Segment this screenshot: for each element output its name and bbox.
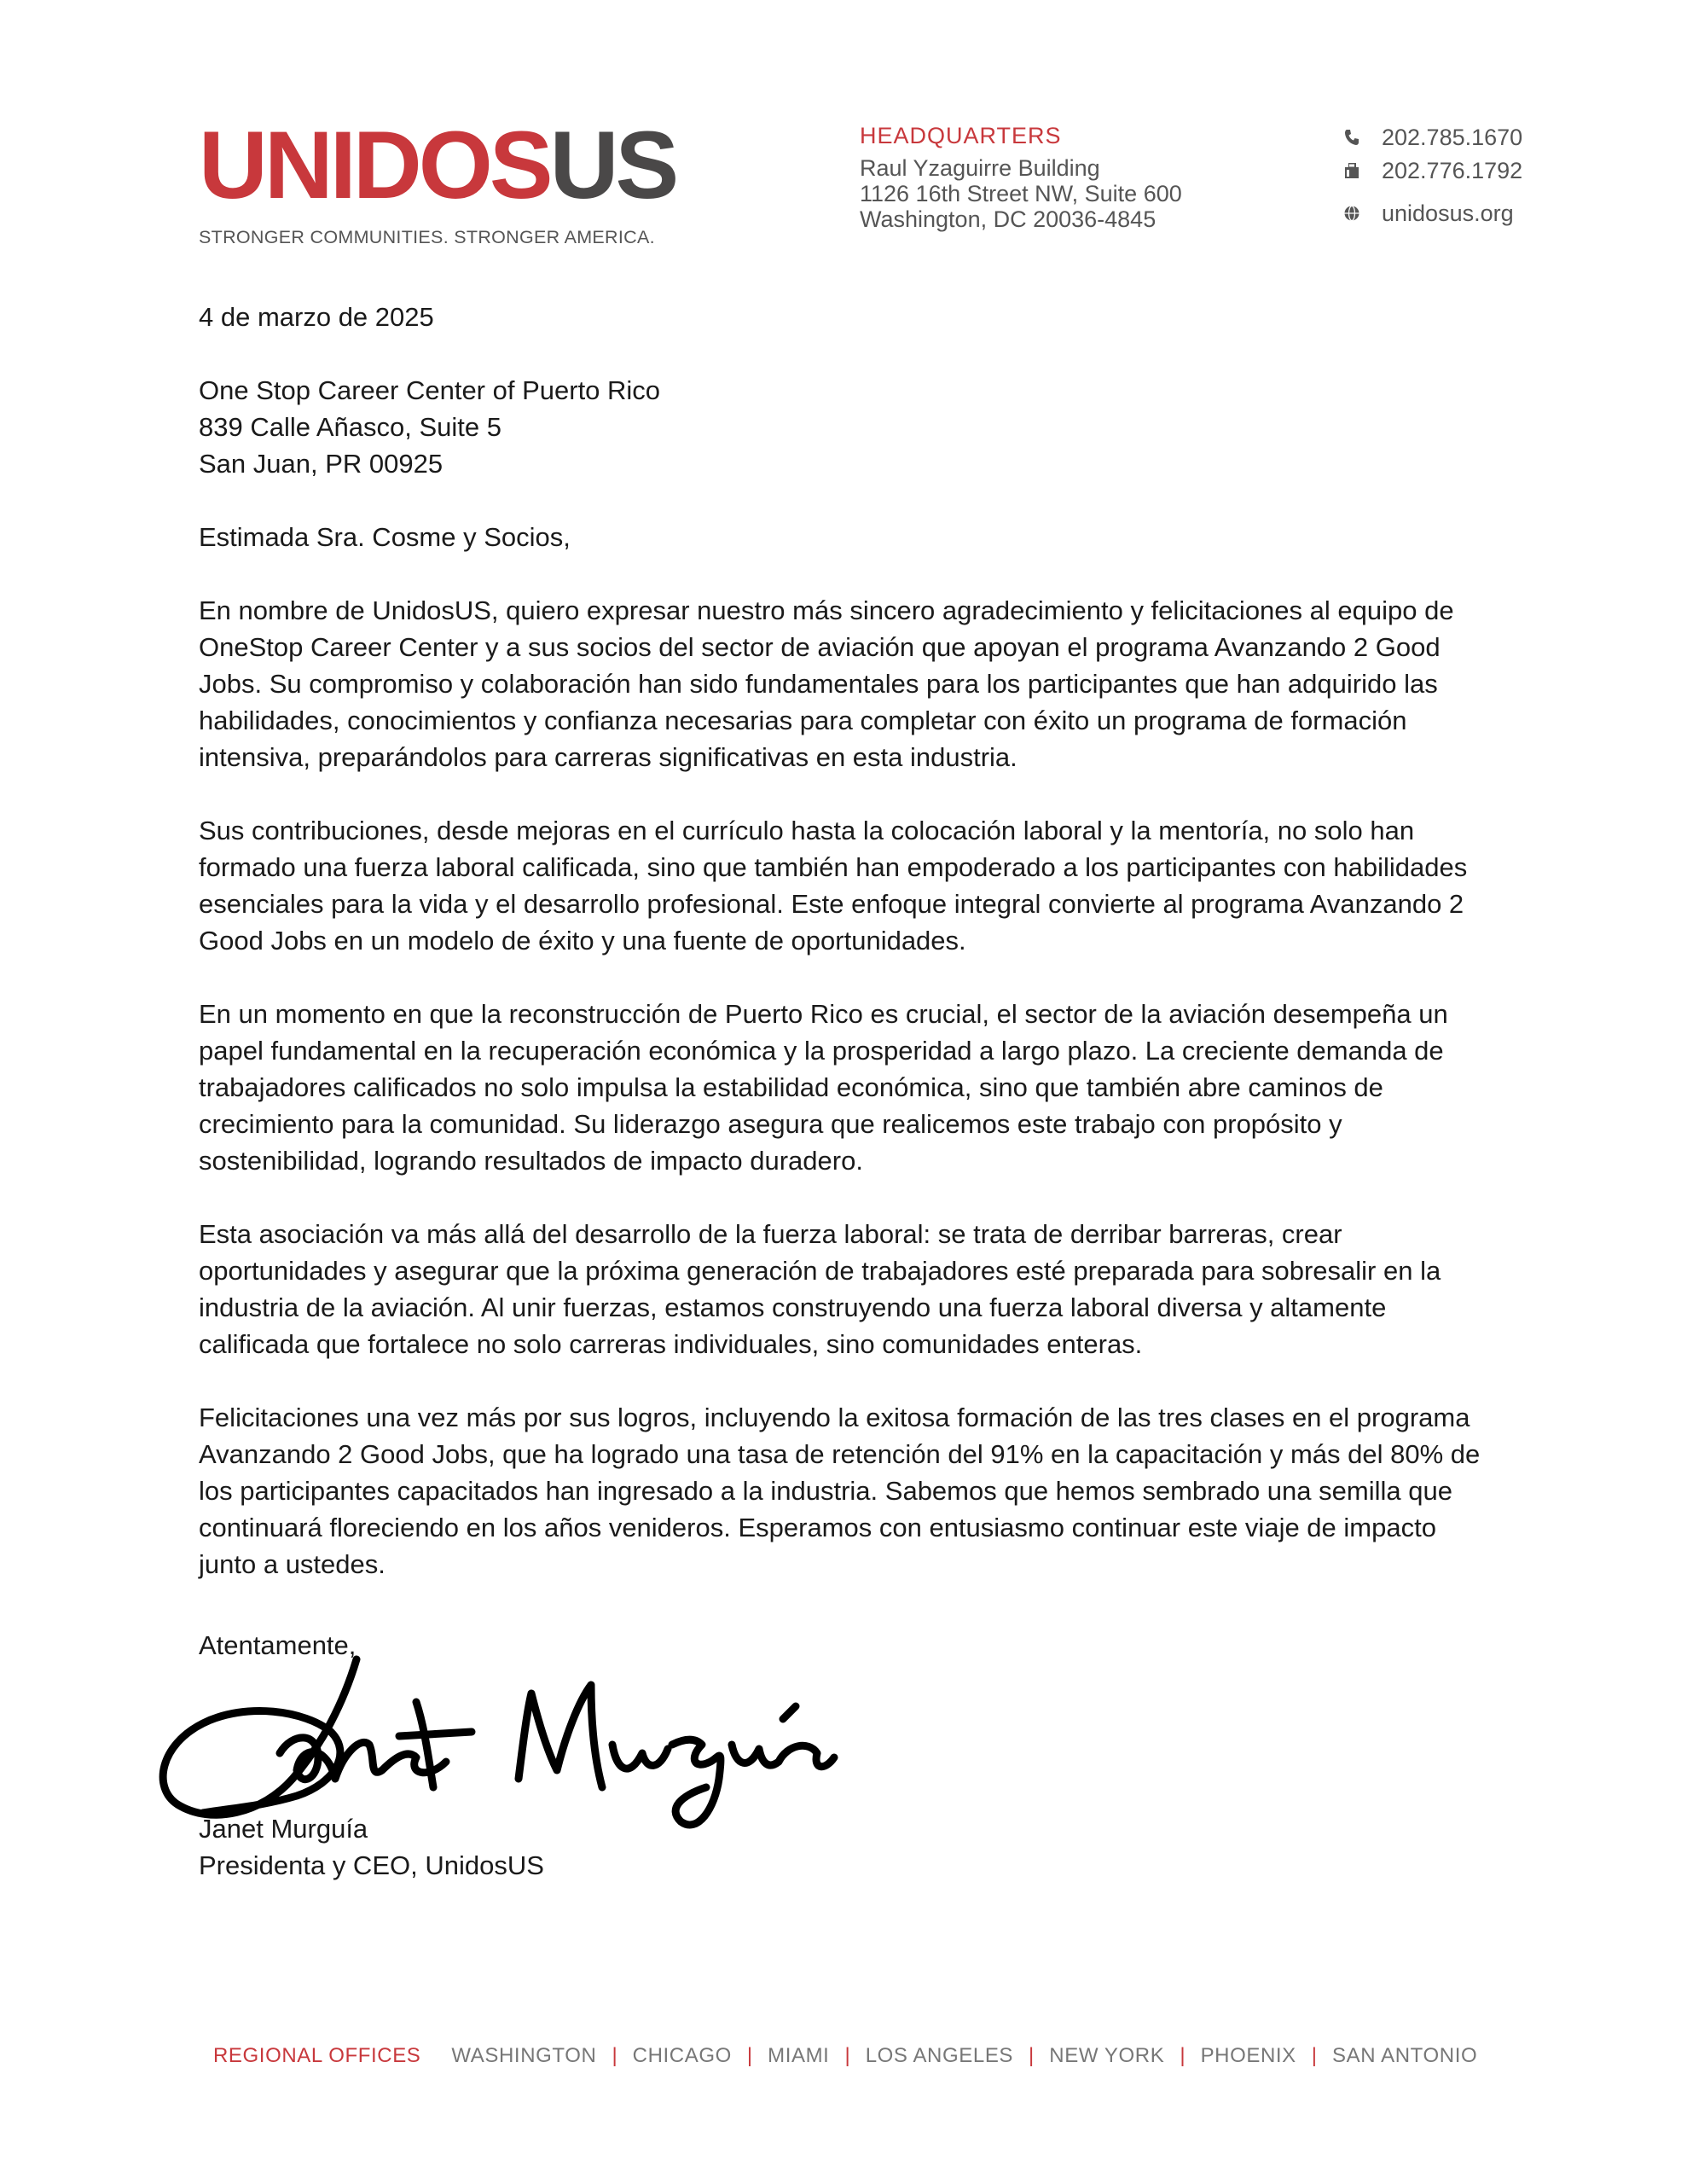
salutation: Estimada Sra. Cosme y Socios,: [199, 522, 571, 552]
paragraph-4: Esta asociación va más allá del desarrollo de la fuerza laboral: se trata de derribar barreras, crear oportunidades y asegurar que la próxima generación de trabajadores esté preparada para sobresalir en la industria de la aviación. Al unir fuerzas, estamos construyendo una fuerza laboral diversa y altamente calificada que fortalece no solo carreras individuales, sino comunidades enteras.: [199, 1219, 1441, 1359]
office-miami: MIAMI: [768, 2044, 830, 2067]
signer-title: Presidenta y CEO, UnidosUS: [199, 1850, 544, 1880]
paragraph-1: En nombre de UnidosUS, quiero expresar nuestro más sincero agradecimiento y felicitaciones al equipo de OneStop Career Center y a sus socios del sector de aviación que apoyan el programa Avanzando 2 Good Jobs. Su compromiso y colaboración han sido fundamentales para los participantes que han adquirido las habilidades, conocimientos y confianza necesarias para completar con éxito un programa de formación intensiva, preparándolos para carreras significativas en esta industria.: [199, 595, 1454, 772]
office-washington: WASHINGTON: [451, 2044, 597, 2067]
office-los-angeles: LOS ANGELES: [865, 2044, 1014, 2067]
closing: Atentamente,: [199, 1630, 357, 1660]
hq-line-city: Washington, DC 20036-4845: [860, 206, 1157, 232]
recipient-line-street: 839 Calle Añasco, Suite 5: [199, 412, 502, 442]
footer-separator: |: [1180, 2044, 1186, 2067]
hq-line-street: 1126 16th Street NW, Suite 600: [860, 181, 1182, 206]
handwritten-signature: [152, 1651, 851, 1834]
logo-wordmark: [199, 112, 676, 218]
contact-info: [1341, 125, 1522, 234]
paragraph-3: En un momento en que la reconstrucción de Puerto Rico es crucial, el sector de la aviación desempeña un papel fundamental en la recuperación económica y la prosperidad a largo plazo. La creciente demanda de trabajadores calificados no solo impulsa la estabilidad económica, sino que también abre caminos de crecimiento para la comunidad. Su liderazgo asegura que realicemos este trabajo con propósito y sostenibilidad, logrando resultados de impacto duradero.: [199, 999, 1448, 1176]
footer-separator: |: [1311, 2044, 1318, 2067]
letter-date: 4 de marzo de 2025: [199, 302, 434, 332]
paragraph-2: Sus contribuciones, desde mejoras en el currículo hasta la colocación laboral y la mentoría, no solo han formado una fuerza laboral calificada, sino que también han empoderado a los participantes con habilidades esenciales para la vida y el desarrollo profesional. Este enfoque integral convierte al programa Avanzando 2 Good Jobs en un modelo de éxito y una fuente de oportunidades.: [199, 816, 1468, 956]
headquarters-address: [860, 123, 1182, 232]
phone-row: [1341, 125, 1522, 150]
fax-icon: [1341, 162, 1363, 179]
unidosus-logo: [199, 112, 676, 248]
website-row: [1341, 200, 1522, 226]
recipient-line-city: San Juan, PR 00925: [199, 449, 443, 479]
logo-part-unidos: UNIDOS: [199, 112, 550, 218]
regional-offices-footer: [213, 2044, 1477, 2068]
paragraph-5: Felicitaciones una vez más por sus logros, incluyendo la exitosa formación de las tres clases en el programa Avanzando 2 Good Jobs, que ha logrado una tasa de retención del 91% en la capacitación y más del 80% de los participantes capacitados han ingresado a la industria. Sabemos que hemos sembrado una semilla que continuará floreciendo en los años venideros. Esperamos con entusiasmo continuar este viaje de impacto junto a ustedes.: [199, 1403, 1481, 1579]
website-url[interactable]: unidosus.org: [1382, 200, 1514, 226]
fax-row: [1341, 158, 1522, 183]
footer-separator: |: [1029, 2044, 1035, 2067]
office-phoenix: PHOENIX: [1200, 2044, 1296, 2067]
logo-tagline: STRONGER COMMUNITIES. STRONGER AMERICA.: [199, 227, 655, 247]
signer-block: [199, 1810, 544, 1884]
recipient-line-name: One Stop Career Center of Puerto Rico: [199, 375, 661, 405]
phone-icon: [1341, 129, 1363, 146]
office-san-antonio: SAN ANTONIO: [1332, 2044, 1478, 2067]
footer-separator: |: [746, 2044, 753, 2067]
headquarters-title: HEADQUARTERS: [860, 123, 1062, 148]
letter-body: [199, 299, 1495, 1619]
globe-icon: [1341, 205, 1363, 222]
fax-number: 202.776.1792: [1382, 157, 1523, 183]
logo-part-us: US: [549, 112, 676, 218]
footer-separator: |: [612, 2044, 617, 2067]
hq-line-building: Raul Yzaguirre Building: [860, 155, 1100, 181]
signer-name: Janet Murguía: [199, 1814, 368, 1844]
recipient-address: [199, 372, 1495, 482]
office-new-york: NEW YORK: [1049, 2044, 1165, 2067]
office-chicago: CHICAGO: [632, 2044, 732, 2067]
phone-number: 202.785.1670: [1382, 124, 1523, 150]
footer-separator: |: [844, 2044, 850, 2067]
regional-offices-label: REGIONAL OFFICES: [213, 2044, 421, 2067]
